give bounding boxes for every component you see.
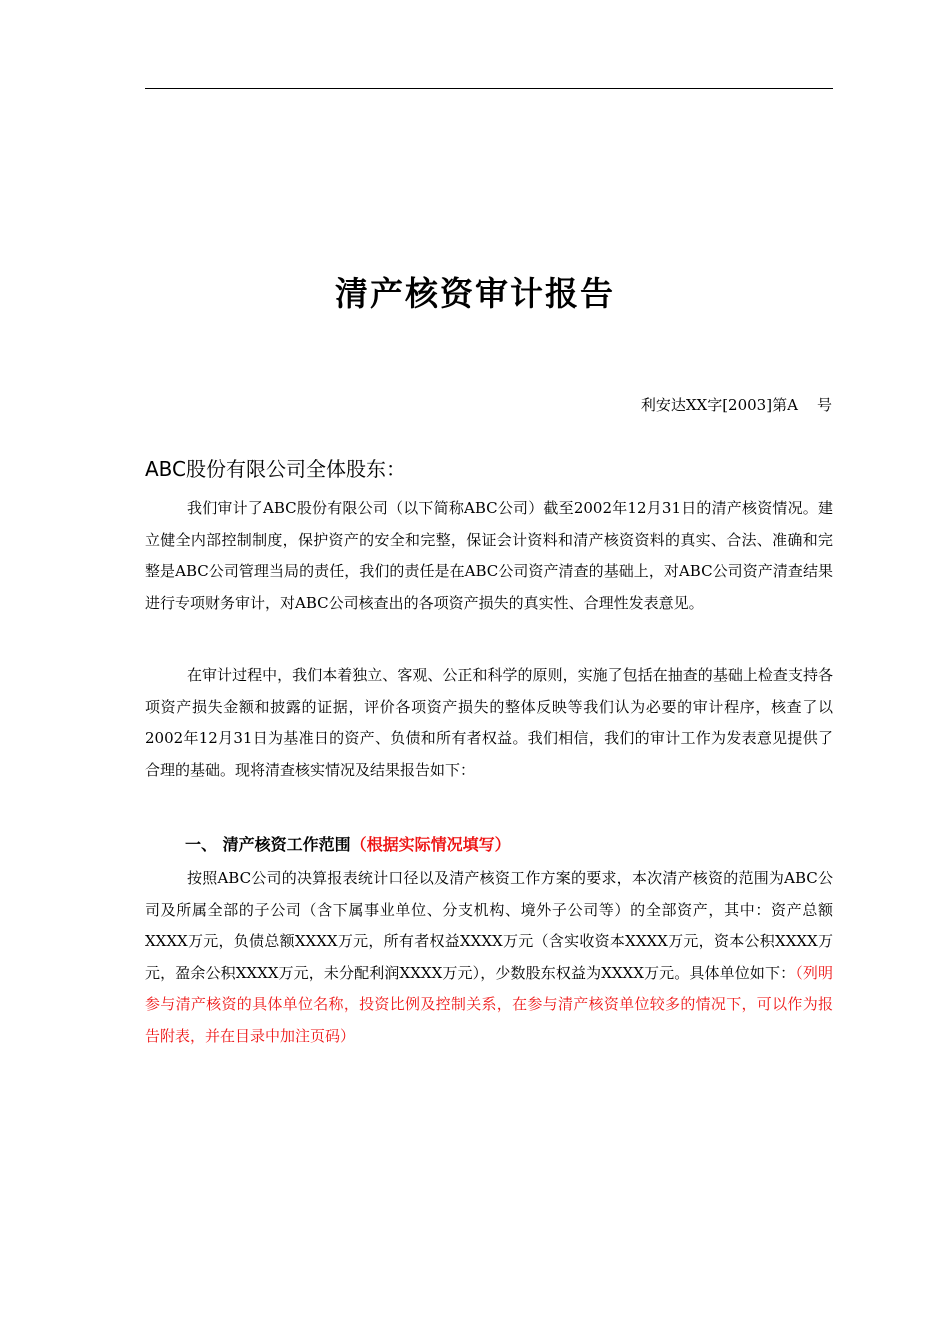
paragraph-audit-process: 在审计过程中，我们本着独立、客观、公正和科学的原则，实施了包括在抽查的基础上检查支持各项资产损失金额和披露的证据，评价各项资产损失的整体反映等我们认为必要的审计程序，核查了以2002年12月31日为基准日的资产、负债和所有者权益。我们相信，我们的审计工作为发表意见提供了合理的基础。现将清查核实情况及结果报告如下： — [145, 666, 833, 779]
section-1-body-note: （列明参与清产核资的具体单位名称，投资比例及控制关系，在参与清产核资单位较多的情况下，可以作为报告附表，并在目录中加注页码） — [145, 963, 833, 1045]
section-1-heading — [185, 830, 511, 860]
document-number: 利安达XX字[2003]第A 号 — [640, 396, 832, 414]
header-rule — [145, 88, 833, 89]
section-1-heading-note: （根据实际情况填写） — [350, 835, 511, 854]
paragraph-audit-scope: 我们审计了ABC股份有限公司（以下简称ABC公司）截至2002年12月31日的清产核资情况。建立健全内部控制制度，保护资产的安全和完整，保证会计资料和清产核资资料的真实、合法、准确和完整是ABC公司管理当局的责任，我们的责任是在ABC公司资产清查的基础上，对ABC公司资产清查结果进行专项财务审计，对ABC公司核查出的各项资产损失的真实性、合理性发表意见。 — [145, 499, 833, 612]
report-title: 清产核资审计报告 — [335, 274, 615, 313]
salutation: ABC股份有限公司全体股东： — [145, 457, 407, 481]
section-1-body — [145, 863, 833, 1052]
section-1-body-text: 按照ABC公司的决算报表统计口径以及清产核资工作方案的要求，本次清产核资的范围为ABC公司及所属全部的子公司（含下属事业单位、分支机构、境外子公司等）的全部资产，其中：资产总额XXXX万元，负债总额XXXX万元，所有者权益XXXX万元（含实收资本XXXX万元，资本公积XXXX万元，盈余公积XXXX万元，未分配利润XXXX万元），少数股东权益为XXXX万元。具体单位如下： — [145, 869, 833, 982]
section-1-heading-text: 一、 清产核资工作范围 — [185, 835, 351, 854]
